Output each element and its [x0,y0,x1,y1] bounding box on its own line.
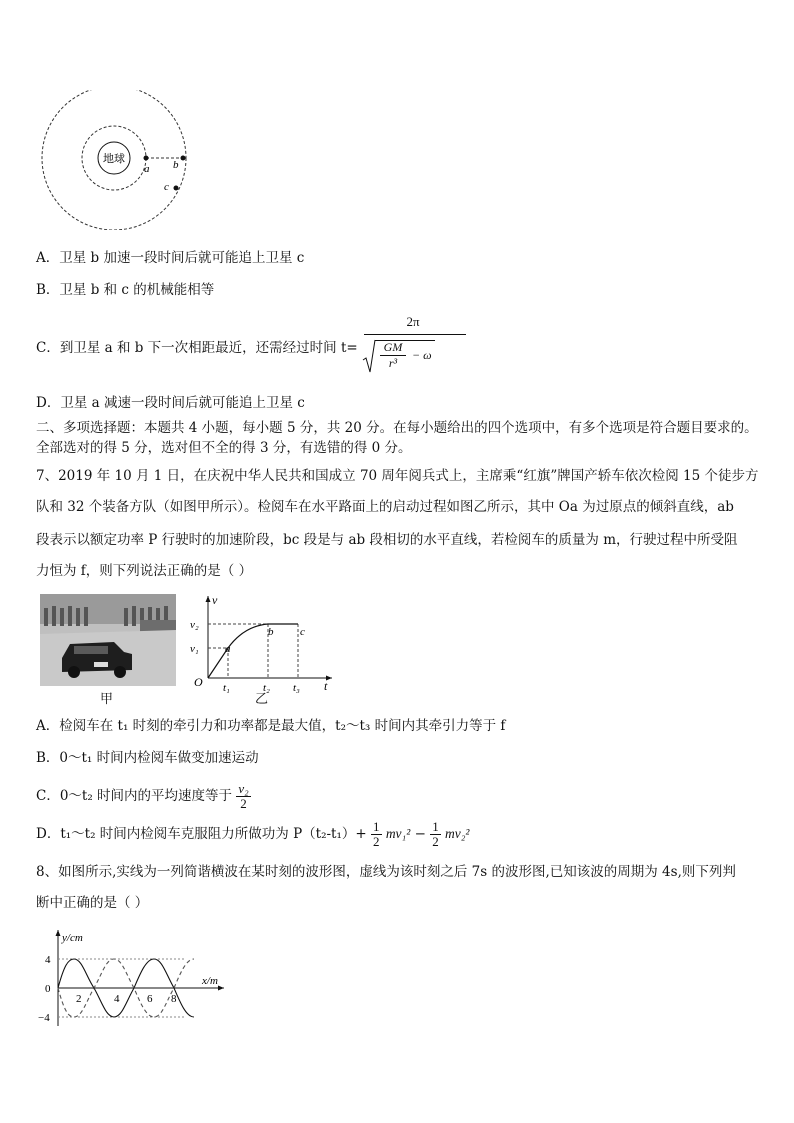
q7-option-c [36,782,251,811]
orbit-figure [36,90,196,230]
v-axis-arrow [206,596,211,602]
v2-label: v₂ [190,619,199,631]
q7-option-d-text: D．t₁～t₂ 时间内检阅车克服阻力所做功为 P（t₂-t₁）+ [36,826,367,842]
q7-stem-line4: 力恒为 f，则下列说法正确的是（ ） [36,563,253,579]
q6-option-d: D．卫星 a 减速一段时间后就可能追上卫星 c [36,395,305,411]
section-2-heading: 二、多项选择题：本题共 4 小题，每小题 5 分，共 20 分。在每小题给出的四个选项中，有多个选项是符合题目要求的。全部选对的得 5 分，选对但不全的得 3 分，有选错的得 0 分。 [36,420,758,456]
q7-option-a: A．检阅车在 t₁ 时刻的牵引力和功率都是最大值，t₂～t₃ 时间内其牵引力等于 f [36,718,506,734]
v1-label: v₁ [190,643,199,655]
t2-label: t₂ [263,682,270,694]
earth-label: 地球 [103,153,125,165]
label-b: b [173,159,179,171]
formula-numerator: 2π [406,314,420,329]
q8-stem-line2: 断中正确的是（ ） [36,895,149,911]
d-frac-2: $\frac{1}{2}$ [432,819,439,849]
d-minus: − [414,826,426,842]
point-a-label: a [225,643,231,655]
wave-graph [36,926,236,1026]
x-tick-8: 8 [171,993,177,1005]
sqrt-sign [362,338,376,374]
y-axis-arrow [56,930,61,936]
vt-curve [208,624,298,678]
point-c-label: c [300,626,305,638]
q7-option-c-fraction [236,782,250,811]
frac-den: 2 [240,796,247,811]
q8-stem-line1: 8、如图所示,实线为一列简谐横波在某时刻的波形图，虚线为该时刻之后 7s 的波形图,已知该波的周期为 4s,则下列判 [36,864,736,880]
y-tick-0: 0 [45,983,51,995]
satellite-b [181,156,186,161]
formula-r3: r³ [388,356,398,370]
formula-omega: − ω [412,348,432,362]
photo-caption: 甲 [100,692,114,707]
q6-option-c-text: C．到卫星 a 和 b 下一次相距最近，还需经过时间 t= [36,340,358,356]
x-tick-4: 4 [114,993,120,1005]
satellite-a [144,156,149,161]
point-b-label: b [268,626,274,638]
q7-option-b: B．0～t₁ 时间内检阅车做变加速运动 [36,750,259,766]
formula-gm: GM [383,340,403,354]
label-c: c [164,181,169,193]
d-frac-1: $\frac{1}{2}$ [373,819,380,849]
t3-label: t₃ [293,682,300,694]
d-term-2: mv₂² [445,826,470,841]
frac-num: v₂ [238,781,249,796]
q6-option-a: A．卫星 b 加速一段时间后就可能追上卫星 c [36,250,305,266]
t1-label: t₁ [223,682,230,694]
q7-stem-line3: 段表示以额定功率 P 行驶时的加速阶段，bc 段是与 ab 段相切的水平直线，若检阅车的质量为 m，行驶过程中所受阻 [36,532,738,548]
y-tick-4: 4 [45,954,51,966]
x-tick-6: 6 [147,993,153,1005]
x-tick-2: 2 [76,993,82,1005]
t-axis-label: t [324,679,328,693]
graph-caption: 乙 [255,692,269,707]
q7-stem-line2: 队和 32 个装备方队（如图甲所示）。检阅车在水平路面上的启动过程如图乙所示，其中 Oa 为过原点的倾斜直线，ab [36,499,734,515]
q6-option-b: B．卫星 b 和 c 的机械能相等 [36,282,215,298]
y-tick-minus-4: −4 [38,1012,50,1024]
q7-option-c-text: C．0～t₂ 时间内的平均速度等于 [36,788,233,804]
origin-label: O [194,675,203,689]
label-a: a [144,163,150,175]
q7-option-d [36,820,469,849]
satellite-c [174,186,179,191]
q7-stem-line1: 7、2019 年 10 月 1 日，在庆祝中华人民共和国成立 70 周年阅兵式上，主席乘“红旗”牌国产轿车依次检阅 15 个徒步方 [36,468,759,484]
x-axis-arrow [218,986,224,991]
y-axis-label: y/cm [62,932,83,944]
d-term-1: mv₁² [385,826,411,841]
parade-car-photo [40,594,176,686]
vt-graph [188,590,338,700]
v-axis-label: v [212,593,218,607]
q6-option-c-formula [358,314,468,376]
x-axis-label: x/m [202,975,218,987]
formula-fraction-bar [364,334,466,335]
